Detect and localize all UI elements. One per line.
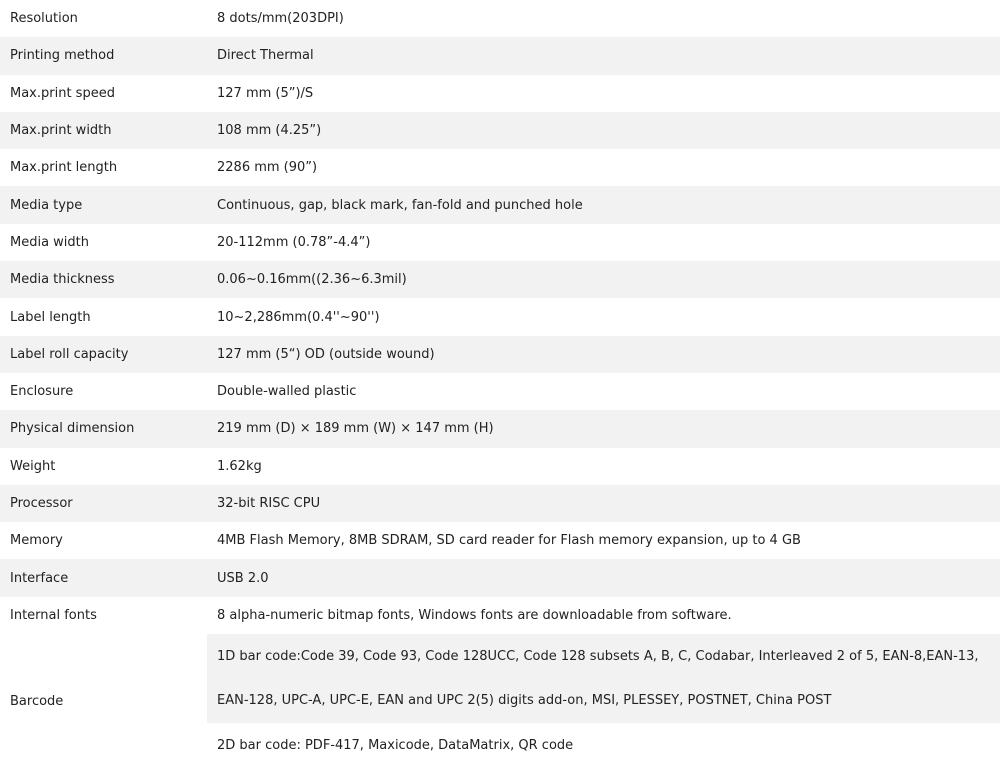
- spec-label: Processor: [10, 496, 73, 511]
- table-row: [0, 224, 1000, 261]
- spec-label: Media type: [10, 197, 83, 213]
- table-row: [0, 522, 1000, 559]
- spec-label: Memory: [10, 533, 63, 549]
- spec-label: Weight: [10, 458, 56, 474]
- spec-label: Max.print speed: [10, 85, 115, 101]
- spec-value: 10~2,286mm(0.4''~90''): [217, 309, 380, 325]
- barcode-line-2d: 2D bar code: PDF-417, Maxicode, DataMatrix, QR code: [217, 738, 574, 754]
- table-row: [0, 0, 1000, 37]
- table-row: [0, 410, 1000, 447]
- spec-label: Interface: [10, 570, 69, 586]
- spec-value: 1.62kg: [217, 458, 262, 474]
- table-row: [0, 37, 1000, 74]
- spec-value: 2286 mm (90”): [217, 160, 318, 176]
- table-row: [0, 559, 1000, 596]
- spec-value: 127 mm (5“) OD (outside wound): [217, 346, 435, 362]
- spec-value: Continuous, gap, black mark, fan-fold and punched hole: [217, 197, 583, 213]
- spec-label: Label roll capacity: [10, 346, 129, 362]
- spec-value: 4MB Flash Memory, 8MB SDRAM, SD card reader for Flash memory expansion, up to 4 GB: [217, 533, 801, 549]
- spec-label: Resolution: [10, 11, 78, 27]
- spec-value: Double-walled plastic: [217, 384, 357, 400]
- table-row: [0, 112, 1000, 149]
- table-row: [0, 149, 1000, 186]
- spec-value: 20-112mm (0.78”-4.4”): [217, 234, 371, 250]
- table-row: [0, 336, 1000, 373]
- spec-label: Media thickness: [10, 272, 115, 288]
- spec-value: 219 mm (D) × 189 mm (W) × 147 mm (H): [217, 421, 494, 437]
- table-row: [0, 597, 1000, 634]
- table-row: [0, 373, 1000, 410]
- table-row: [0, 261, 1000, 298]
- barcode-line-1d-continued: EAN-128, UPC-A, UPC-E, EAN and UPC 2(5) digits add-on, MSI, PLESSEY, POSTNET, China POST: [207, 679, 1000, 724]
- spec-value: Direct Thermal: [217, 48, 314, 64]
- table-row: [0, 485, 1000, 522]
- table-row: [0, 298, 1000, 335]
- spec-label: Printing method: [10, 48, 115, 64]
- spec-label: Enclosure: [10, 384, 74, 400]
- spec-value: 32-bit RISC CPU: [217, 496, 321, 511]
- spec-value: 8 alpha-numeric bitmap fonts, Windows fonts are downloadable from software.: [217, 607, 732, 623]
- table-row: [0, 448, 1000, 485]
- barcode-row: [0, 634, 1000, 768]
- spec-label: Media width: [10, 234, 90, 250]
- spec-value: 127 mm (5”)/S: [217, 85, 314, 101]
- barcode-line-1d: 1D bar code:Code 39, Code 93, Code 128UCC, Code 128 subsets A, B, C, Codabar, Interleaved 2 of 5, EAN-8,EAN-13,: [207, 634, 1000, 679]
- spec-value: USB 2.0: [217, 570, 269, 586]
- barcode-label: Barcode: [0, 634, 207, 768]
- spec-label: Physical dimension: [10, 421, 135, 437]
- spec-value: 0.06~0.16mm((2.36~6.3mil): [217, 272, 407, 288]
- spec-label: Max.print length: [10, 160, 118, 176]
- barcode-values: [207, 634, 1000, 768]
- spec-value: 8 dots/mm(203DPI): [217, 11, 344, 27]
- table-row: [0, 186, 1000, 223]
- table-row: [0, 75, 1000, 112]
- spec-value: 108 mm (4.25”): [217, 123, 322, 139]
- spec-label: Max.print width: [10, 123, 112, 139]
- spec-label: Internal fonts: [10, 607, 97, 623]
- spec-label: Label length: [10, 309, 91, 325]
